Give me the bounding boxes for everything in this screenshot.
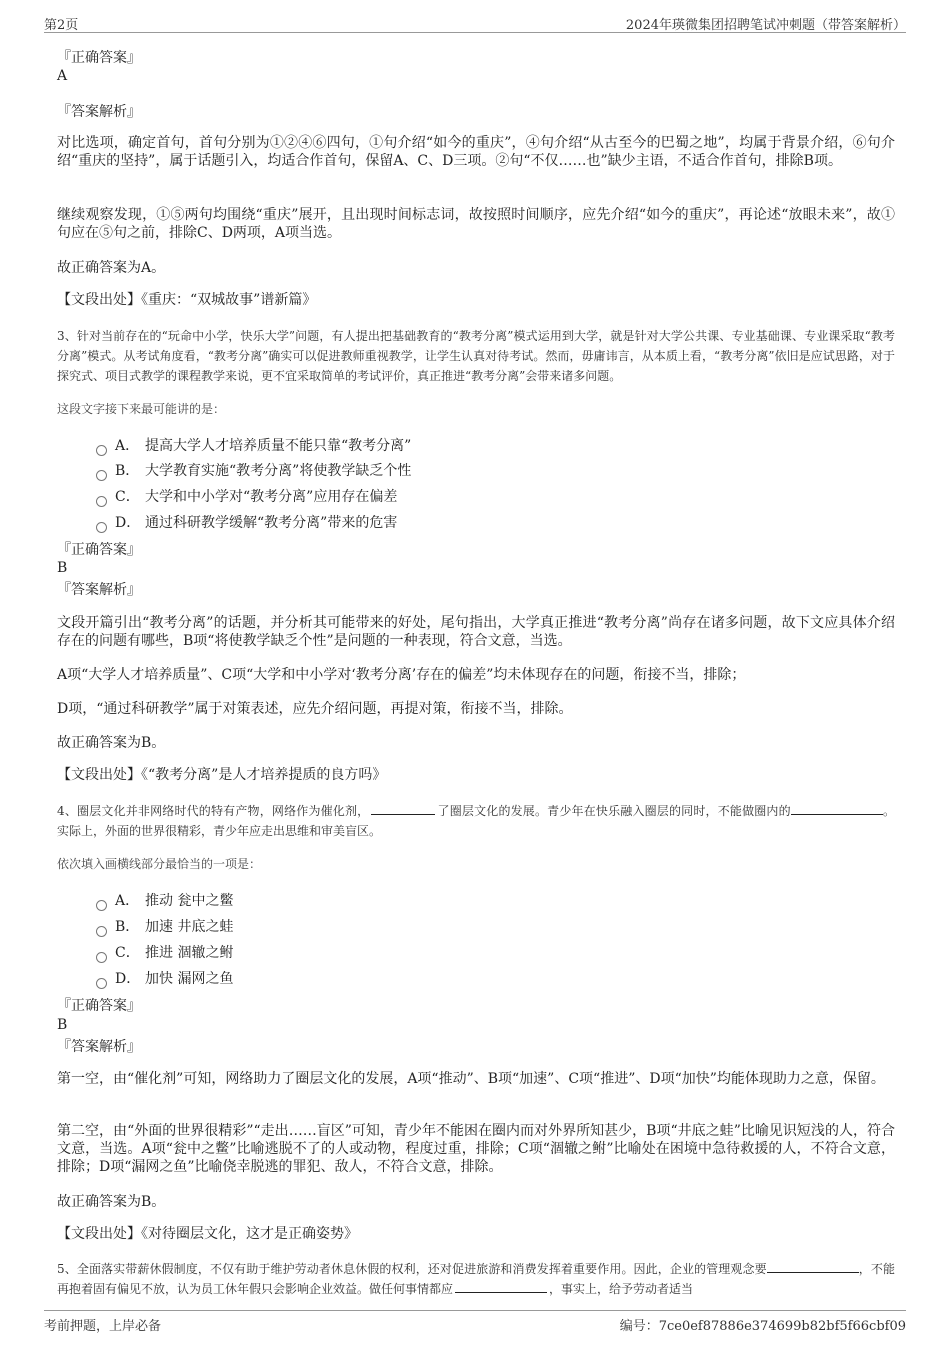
question-stem: 4、圈层文化并非网络时代的特有产物，网络作为催化剂， 了圈层文化的发展。青少年在快乐融入圈层的同时，不能做圈内的 。实际上，外面的世界很精彩，青少年应走出思维和审美盲区。 bbox=[57, 804, 895, 838]
option-text: 推动 瓮中之鳖 bbox=[145, 893, 234, 909]
option-d[interactable]: D． 通过科研教学缓解“教考分离”带来的危害 bbox=[96, 514, 397, 532]
question-stem: 5、全面落实带薪休假制度，不仅有助于维护劳动者休息休假的权利，还对促进旅游和消费发挥着重要作用。因此，企业的管理观念要 ，不能再抱着固有偏见不放，认为员工休年假只会影响企业效益。做任何事情都应 ，事实上，给予劳动者适当 bbox=[57, 1262, 895, 1296]
correct-answer-label: 『正确答案』 bbox=[57, 50, 141, 66]
analysis-paragraph: 继续观察发现，①⑤两句均围绕“重庆”展开，且出现时间标志词，故按照时间顺序，应先介绍“如今的重庆”，再论述“放眼未来”，故①句应在⑤句之前，排除C、D两项，A项当选。 bbox=[57, 207, 895, 241]
radio-button-icon[interactable] bbox=[96, 522, 107, 533]
document-id: 编号：7ce0ef87886e374699b82bf5f66cbf09 bbox=[619, 1319, 906, 1334]
option-a[interactable]: A． 推动 瓮中之鳖 bbox=[96, 892, 233, 910]
analysis-label: 『答案解析』 bbox=[57, 1039, 141, 1055]
question-prompt: 依次填入画横线部分最恰当的一项是： bbox=[57, 857, 262, 871]
fill-blank-2 bbox=[791, 802, 883, 815]
analysis-paragraph: 对比选项，确定首句，首句分别为①②④⑥四句，①句介绍“如今的重庆”，④句介绍“从古至今的巴蜀之地”，均属于背景介绍，⑥句介绍“重庆的坚持”，属于话题引入，均适合作首句，保留A、C、D三项。②句“不仅……也”缺少主语，不适合作首句，排除B项。 bbox=[57, 135, 895, 169]
option-text: 通过科研教学缓解“教考分离”带来的危害 bbox=[145, 515, 398, 531]
analysis-paragraph: 第一空，由“催化剂”可知，网络助力了圈层文化的发展，A项“推动”、B项“加速”、C项“推进”、D项“加快”均能体现助力之意，保留。 bbox=[57, 1071, 885, 1087]
option-a[interactable]: A． 提高大学人才培养质量不能只靠“教考分离” bbox=[96, 437, 411, 455]
fill-blank-1 bbox=[767, 1260, 859, 1273]
option-d[interactable]: D． 加快 漏网之鱼 bbox=[96, 970, 233, 988]
analysis-paragraph: A项“大学人才培养质量”、C项“大学和中小学对‘教考分离’存在的偏差”均未体现存在的问题，衔接不当，排除； bbox=[57, 667, 746, 683]
radio-button-icon[interactable] bbox=[96, 470, 107, 481]
analysis-conclusion: 故正确答案为B。 bbox=[57, 1194, 166, 1210]
fill-blank-2 bbox=[455, 1280, 547, 1293]
analysis-label: 『答案解析』 bbox=[57, 582, 141, 598]
correct-answer-value: B bbox=[57, 560, 68, 576]
radio-button-icon[interactable] bbox=[96, 978, 107, 989]
question-stem: 3、针对当前存在的“玩命中小学，快乐大学”问题，有人提出把基础教育的“教考分离”模式运用到大学，就是针对大学公共课、专业基础课、专业课采取“教考分离”模式。从考试角度看，“教考分离”确实可以促进教师重视教学，让学生认真对待考试。然而，毋庸讳言，从本质上看，“教考分离”依旧是应试思路，对于探究式、项目式教学的课程教学来说，更不宜采取简单的考试评价，真正推进“教考分离”会带来诸多问题。 bbox=[57, 329, 895, 383]
footer-slogan: 考前押题，上岸必备 bbox=[44, 1319, 162, 1334]
analysis-paragraph: D项，“通过科研教学”属于对策表述，应先介绍问题，再提对策，衔接不当，排除。 bbox=[57, 701, 573, 717]
option-text: 大学和中小学对“教考分离”应用存在偏差 bbox=[145, 489, 398, 505]
correct-answer-value: B bbox=[57, 1017, 68, 1033]
option-text: 提高大学人才培养质量不能只靠“教考分离” bbox=[145, 438, 412, 454]
radio-button-icon[interactable] bbox=[96, 926, 107, 937]
analysis-conclusion: 故正确答案为B。 bbox=[57, 735, 166, 751]
fill-blank-1 bbox=[371, 802, 435, 815]
correct-answer-value: A bbox=[57, 68, 68, 84]
radio-button-icon[interactable] bbox=[96, 445, 107, 456]
analysis-label: 『答案解析』 bbox=[57, 104, 141, 120]
page-header bbox=[44, 12, 906, 33]
page-number: 第2页 bbox=[44, 18, 79, 33]
document-title: 2024年瑛微集团招聘笔试冲刺题（带答案解析） bbox=[625, 18, 906, 33]
analysis-paragraph: 文段开篇引出“教考分离”的话题，并分析其可能带来的好处，尾句指出，大学真正推进“教考分离”尚存在诸多问题，故下文应具体介绍存在的问题有哪些，B项“将使教学缺乏个性”是问题的一种表现，符合文意，当选。 bbox=[57, 615, 895, 649]
option-b[interactable]: B． 加速 井底之蛙 bbox=[96, 918, 233, 936]
source-citation: 【文段出处】《“教考分离”是人才培养提质的良方吗》 bbox=[57, 767, 387, 783]
option-text: 大学教育实施“教考分离”将使教学缺乏个性 bbox=[145, 463, 412, 479]
option-text: 加快 漏网之鱼 bbox=[145, 971, 234, 987]
option-c[interactable]: C． 大学和中小学对“教考分离”应用存在偏差 bbox=[96, 488, 397, 506]
option-c[interactable]: C． 推进 涸辙之鲋 bbox=[96, 944, 233, 962]
radio-button-icon[interactable] bbox=[96, 900, 107, 911]
option-text: 推进 涸辙之鲋 bbox=[145, 945, 234, 961]
analysis-conclusion: 故正确答案为A。 bbox=[57, 260, 166, 276]
correct-answer-label: 『正确答案』 bbox=[57, 542, 141, 558]
option-text: 加速 井底之蛙 bbox=[145, 919, 234, 935]
source-citation: 【文段出处】《重庆：“双城故事”谱新篇》 bbox=[57, 292, 317, 308]
question-prompt: 这段文字接下来最可能讲的是： bbox=[57, 402, 226, 416]
radio-button-icon[interactable] bbox=[96, 496, 107, 507]
page-footer bbox=[44, 1310, 906, 1333]
source-citation: 【文段出处】《对待圈层文化，这才是正确姿势》 bbox=[57, 1226, 358, 1242]
option-b[interactable]: B． 大学教育实施“教考分离”将使教学缺乏个性 bbox=[96, 462, 411, 480]
radio-button-icon[interactable] bbox=[96, 952, 107, 963]
analysis-paragraph: 第二空，由“外面的世界很精彩”“走出……盲区”可知，青少年不能困在圈内而对外界所知甚少，B项“井底之蛙”比喻见识短浅的人，符合文意，当选。A项“瓮中之鳖”比喻逃脱不了的人或动物，程度过重，排除；C项“涸辙之鲋”比喻处在困境中急待救援的人，不符合文意，排除；D项“漏网之鱼”比喻侥幸脱逃的罪犯、敌人，不符合文意，排除。 bbox=[57, 1123, 895, 1175]
correct-answer-label: 『正确答案』 bbox=[57, 998, 141, 1014]
